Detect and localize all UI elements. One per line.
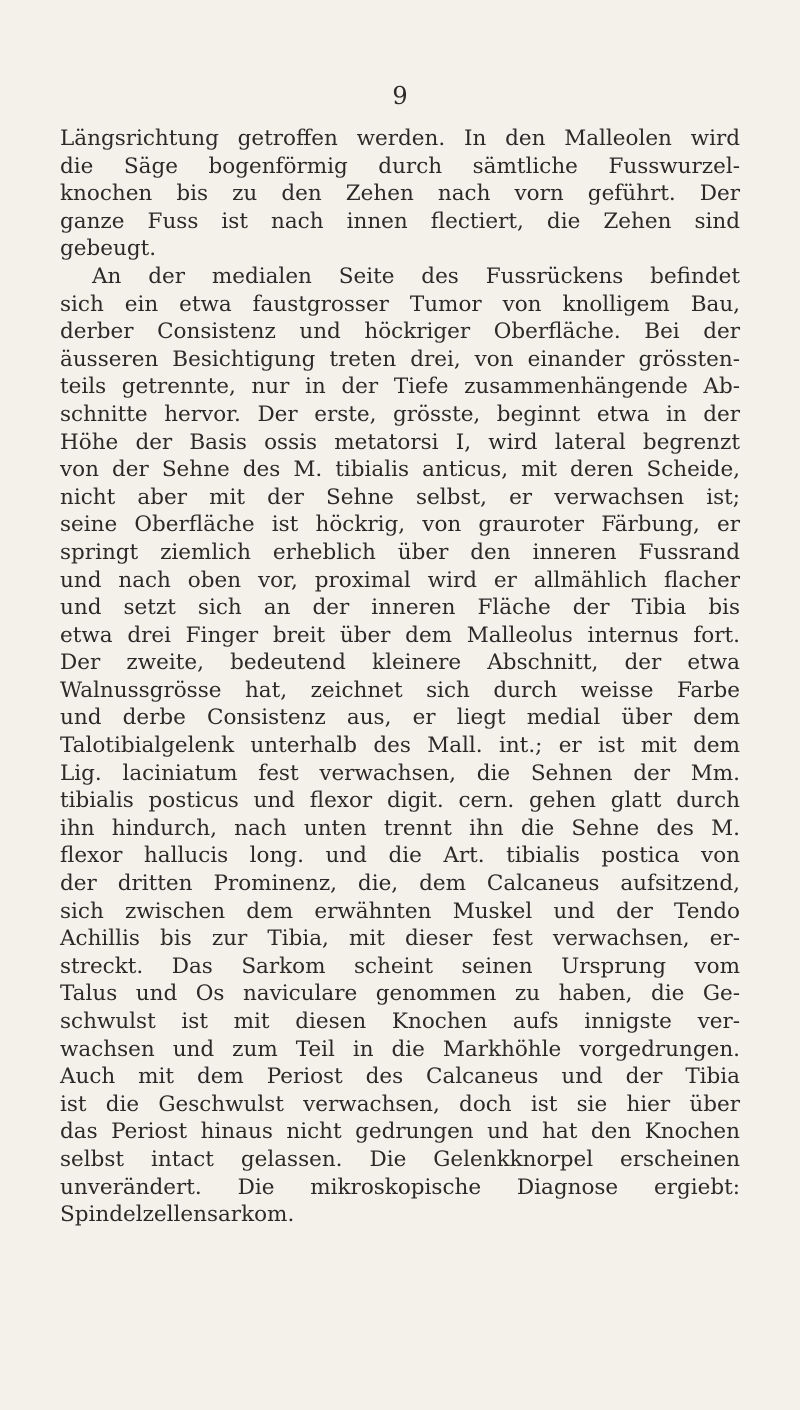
text-line: An der medialen Seite des Fussrückens befindet [92,263,740,289]
text-line: knochen bis zu den Zehen nach vorn geführt. Der [60,181,740,207]
text-line: von der Sehne des M. tibialis anticus, mit deren Scheide, [60,457,740,483]
text-line: unverändert. Die mikroskopische Diagnose ergiebt: [60,1174,740,1200]
text-line: äusseren Besichtigung treten drei, von einander grössten- [60,346,740,372]
text-line: sich ein etwa faustgrosser Tumor von knolligem Bau, [60,291,740,317]
text-line: und nach oben vor, proximal wird er allmählich flacher [60,567,740,593]
body-text [60,125,740,1229]
text-line: tibialis posticus und flexor digit. cern. gehen glatt durch [60,788,740,814]
text-line: Achillis bis zur Tibia, mit dieser fest verwachsen, er- [60,926,740,952]
text-line: und derbe Consistenz aus, er liegt medial über dem [60,705,740,731]
text-line: Auch mit dem Periost des Calcaneus und der Tibia [60,1064,740,1090]
text-line: teils getrennte, nur in der Tiefe zusammenhängende Ab- [60,374,740,400]
text-line: das Periost hinaus nicht gedrungen und hat den Knochen [60,1119,740,1145]
text-line: streckt. Das Sarkom scheint seinen Ursprung vom [60,953,740,979]
text-line: ganze Fuss ist nach innen flectiert, die Zehen sind [60,208,740,234]
text-line: Längsrichtung getroffen werden. In den Malleolen wird [60,126,740,151]
text-line: die Säge bogenförmig durch sämtliche Fusswurzel- [60,153,740,179]
text-line: schwulst ist mit diesen Knochen aufs innigste ver- [60,1009,740,1034]
text-line: Der zweite, bedeutend kleinere Abschnitt, der etwa [60,650,740,676]
text-line: Talotibialgelenk unterhalb des Mall. int.; er ist mit dem [60,733,740,759]
text-line: wachsen und zum Teil in die Markhöhle vorgedrungen. [60,1036,740,1062]
text-line: Höhe der Basis ossis metatorsi I, wird lateral begrenzt [60,429,740,455]
page-number: 9 [392,82,408,110]
text-line: ihn hindurch, nach unten trennt ihn die Sehne des M. [60,815,740,841]
text-line: gebeugt. [60,236,157,262]
text-line: Lig. laciniatum fest verwachsen, die Sehnen der Mm. [60,760,740,786]
text-line: ist die Geschwulst verwachsen, doch ist sie hier über [60,1091,740,1117]
text-line: schnitte hervor. Der erste, grösste, beginnt etwa in der [60,401,740,427]
text-line: etwa drei Finger breit über dem Malleolus internus fort. [60,622,740,648]
text-line: seine Oberfläche ist höckrig, von grauroter Färbung, er [60,512,740,538]
text-line: sich zwischen dem erwähnten Muskel und der Tendo [60,898,740,924]
text-line: der dritten Prominenz, die, dem Calcaneus aufsitzend, [60,871,740,897]
text-line: und setzt sich an der inneren Fläche der Tibia bis [60,595,740,621]
text-line: nicht aber mit der Sehne selbst, er verwachsen ist; [60,484,740,510]
text-line: derber Consistenz und höckriger Oberfläche. Bei der [60,319,740,345]
text-line: flexor hallucis long. und die Art. tibialis postica von [60,843,740,869]
text-line: Walnussgrösse hat, zeichnet sich durch weisse Farbe [60,677,740,703]
text-line: springt ziemlich erheblich über den inneren Fussrand [60,539,740,565]
text-line: Talus und Os naviculare genommen zu haben, die Ge- [60,981,740,1007]
text-line: Spindelzellensarkom. [60,1202,295,1228]
text-line: selbst intact gelassen. Die Gelenkknorpel erscheinen [60,1146,740,1172]
